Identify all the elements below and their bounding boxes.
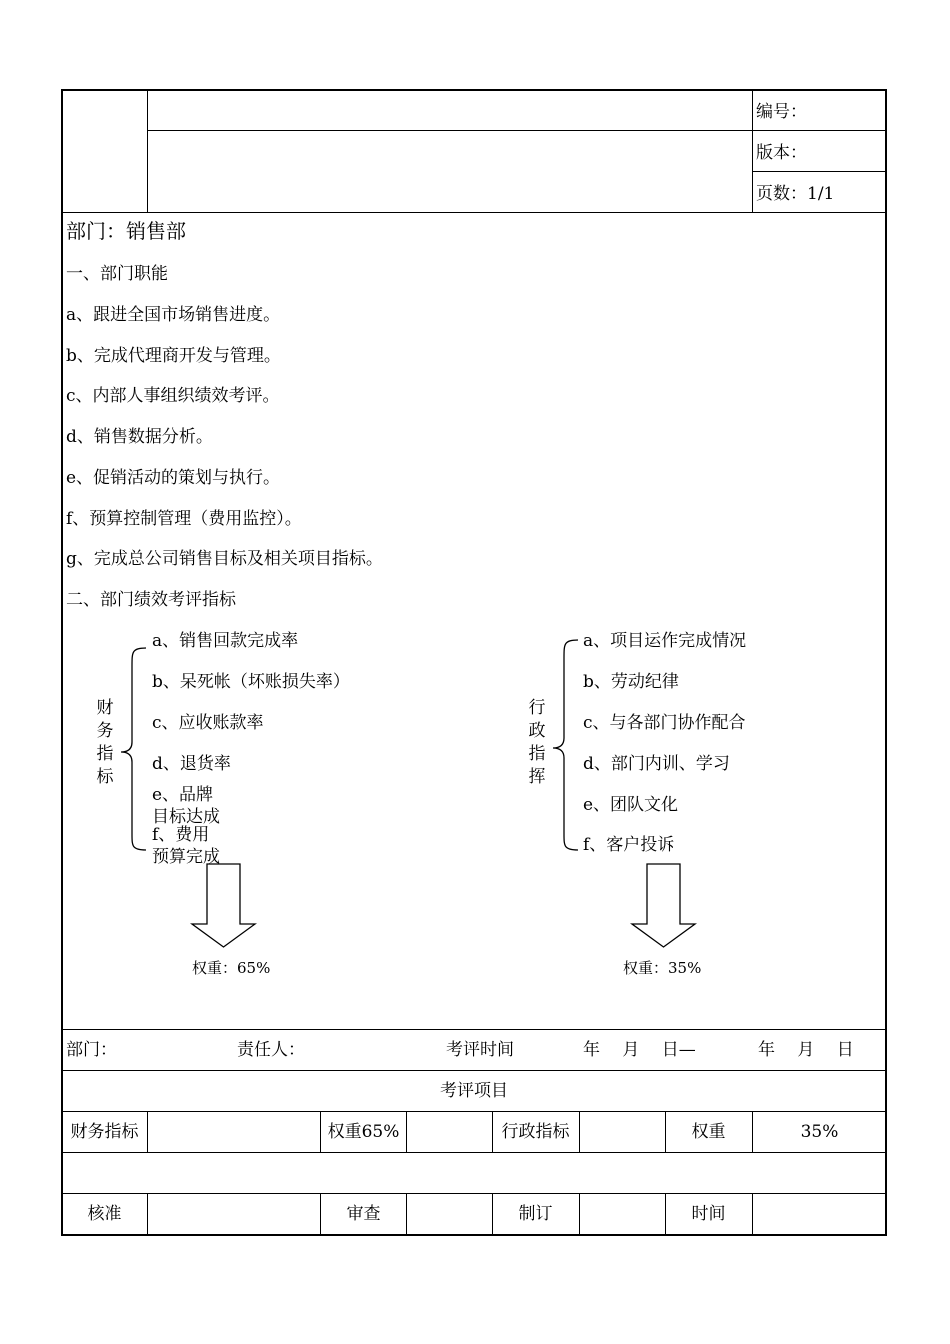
admin-label-vertical: 行 政 指 挥 <box>528 698 546 787</box>
duty-item: c、内部人事组织绩效考评。 <box>66 386 280 406</box>
finance-item-f-line1: f、费用 <box>152 825 210 845</box>
version-label: 版本： <box>756 143 807 163</box>
footer-line-5 <box>61 1193 887 1194</box>
review-cell: 审查 <box>346 1204 381 1224</box>
duty-item: d、销售数据分析。 <box>66 427 213 447</box>
header-left-divider <box>147 90 148 213</box>
finance-item-f-line2: 预算完成 <box>152 847 220 867</box>
duty-item: g、完成总公司销售目标及相关项目指标。 <box>66 549 383 569</box>
footer-line-1 <box>61 1029 887 1030</box>
footer-eval-time-label: 考评时间 <box>446 1040 514 1060</box>
duty-item: b、完成代理商开发与管理。 <box>66 346 281 366</box>
footer-department-label: 部门： <box>66 1040 117 1060</box>
header-bottom-line <box>61 212 887 213</box>
footer-line-4 <box>61 1152 887 1153</box>
header-row-line-1 <box>147 130 887 131</box>
footer-date-start: 年 月 日— <box>583 1040 696 1060</box>
admin-item: e、团队文化 <box>583 795 679 815</box>
header-right-divider <box>752 90 753 213</box>
admin-item: d、部门内训、学习 <box>583 754 730 774</box>
footer-col-divider <box>579 1111 580 1152</box>
admin-brace <box>550 638 580 852</box>
finance-item: c、应收账款率 <box>152 713 264 733</box>
section1-title: 一、部门职能 <box>66 264 168 284</box>
finance-item-e-line1: e、品牌 <box>152 785 214 805</box>
finance-item: b、呆死帐（坏账损失率） <box>152 672 350 692</box>
weight35-cell: 35% <box>800 1122 839 1142</box>
approve-cell: 核准 <box>87 1204 122 1224</box>
footer-col-divider <box>752 1193 753 1235</box>
admin-item: b、劳动纪律 <box>583 672 679 692</box>
admin-down-arrow-icon <box>632 864 698 950</box>
admin-item: f、客户投诉 <box>583 835 675 855</box>
footer-date-end: 年 月 日 <box>758 1040 854 1060</box>
finance-brace <box>118 646 148 852</box>
eval-items-title: 考评项目 <box>440 1081 508 1101</box>
footer-line-2 <box>61 1070 887 1071</box>
duty-item: f、预算控制管理（费用监控）。 <box>66 509 302 529</box>
admin-indicator-cell: 行政指标 <box>501 1122 570 1142</box>
number-label: 编号： <box>756 102 807 122</box>
document-frame <box>61 89 887 1236</box>
department-title: 部门：销售部 <box>66 219 186 243</box>
footer-line-3 <box>61 1111 887 1112</box>
admin-item: a、项目运作完成情况 <box>583 631 747 651</box>
time-cell: 时间 <box>691 1204 726 1224</box>
section2-title: 二、部门绩效考评指标 <box>66 590 236 610</box>
admin-item: c、与各部门协作配合 <box>583 713 746 733</box>
finance-item-e-line2: 目标达成 <box>152 807 220 827</box>
finance-indicator-cell: 财务指标 <box>70 1122 139 1142</box>
draft-cell: 制订 <box>518 1204 553 1224</box>
finance-item: a、销售回款完成率 <box>152 631 299 651</box>
admin-weight: 权重：35% <box>623 959 702 977</box>
finance-down-arrow-icon <box>192 864 258 950</box>
finance-label-vertical: 财 务 指 标 <box>96 698 114 787</box>
pages-label: 页数：1/1 <box>756 184 835 204</box>
finance-weight: 权重：65% <box>192 959 271 977</box>
duty-item: e、促销活动的策划与执行。 <box>66 468 281 488</box>
duty-item: a、跟进全国市场销售进度。 <box>66 305 281 325</box>
weight-label-cell: 权重 <box>691 1122 726 1142</box>
weight65-cell: 权重65% <box>327 1122 400 1142</box>
header-row-line-2 <box>752 171 887 172</box>
footer-col-divider <box>579 1193 580 1235</box>
footer-responsible-label: 责任人： <box>237 1040 305 1060</box>
finance-item: d、退货率 <box>152 754 231 774</box>
